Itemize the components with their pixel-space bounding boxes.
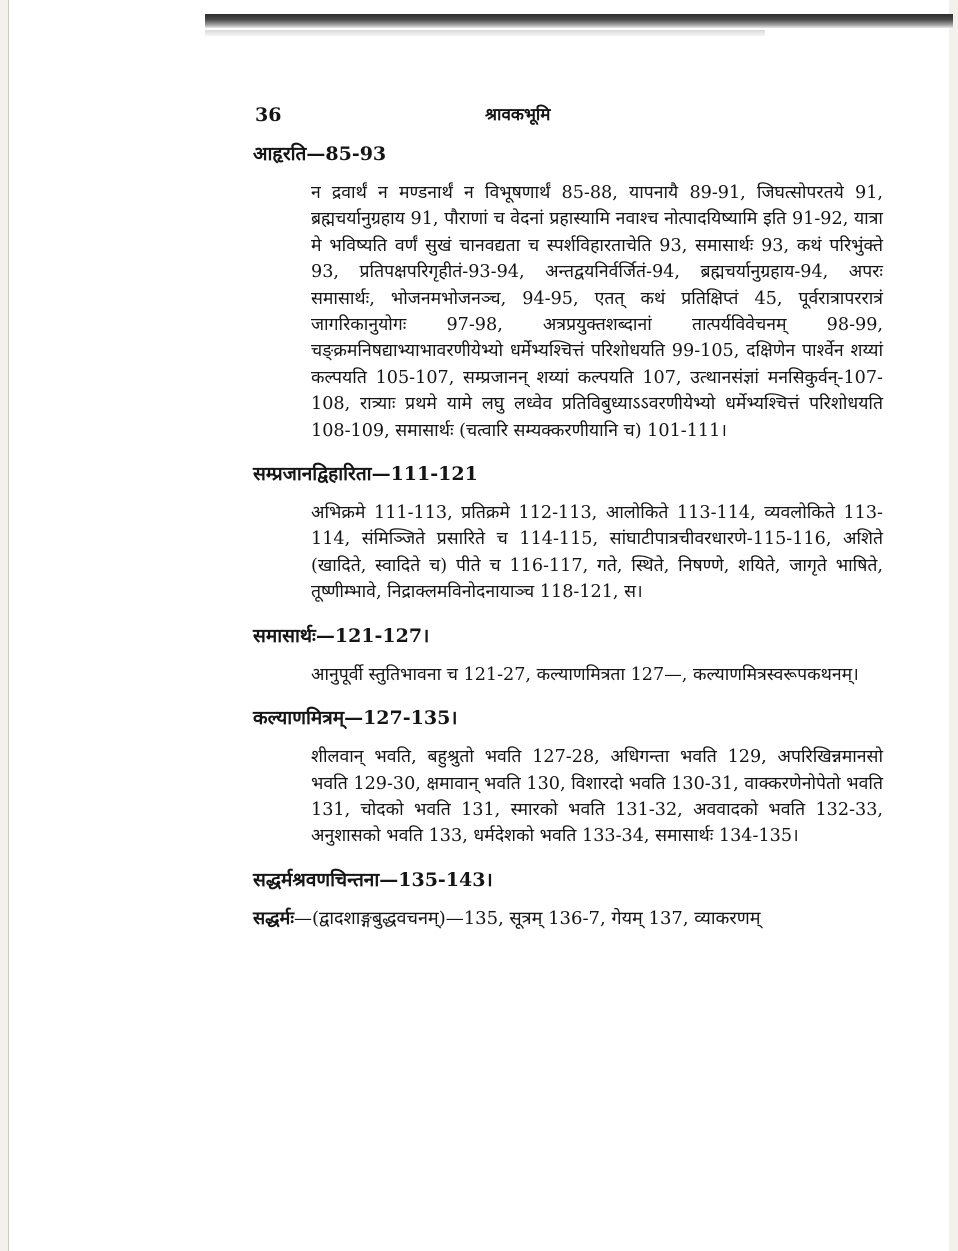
page-number: 36 [255,104,282,126]
section-heading-aharati: आहृरति—85-93 [253,143,387,165]
section-body-samasartha: आनुपूर्वी स्तुतिभावना च 121-27, कल्याणमित्रता 127—, कल्याणमित्रस्वरूपकथनम्। [311,664,859,685]
scan-shadow-top [205,14,953,28]
section-heading-samasartha: समासार्थः—121-127। [253,624,430,647]
section-heading-samprajana: सम्प्रजानद्विहारिता—111-121 [253,463,478,486]
saddharma-term: सद्धर्मः [253,907,294,929]
document-page [8,0,949,1251]
page-content [253,140,883,930]
section-body-samprajana: अभिक्रमे 111-113, प्रतिक्रमे 112-113, आलोकिते 113-114, व्यवलोकिते 113-114, संमिञ्जिते प्रसारिते च 114-115, सांघाटीपात्रचीवरधारणे-115-116, अशिते (खादिते, स्वादिते च) पीते च 116-117, गते, स्थिते, निषण्णे, शयिते, जागृते भाषिते, तूष्णीम्भावे, निद्राक्लमविनोदनायाञ्च 118-121, स। [311,503,883,603]
section-body-aharati: न द्रवार्थं न मण्डनार्थं न विभूषणार्थं 85-88, यापनायै 89-91, जिघत्सोपरतये 91, ब्रह्मचर्यानुग्रहाय 91, पौराणां च वेदनां प्रहास्यामि नवाश्च नोत्पादयिष्यामि इति 91-92, यात्रा मे भविष्यति वर्णं सुखं चानवद्यता च स्पर्शविहारताचेति 93, समासार्थः 93, कथं परिभुंक्ते 93, प्रतिपक्षपरिगृहीतं-93-94, अन्तद्वयनिर्वर्जितं-94, ब्रह्मचर्यानुग्रहाय-94, अपरः समासार्थः, भोजनमभोजनञ्च, 94-95, एतत् कथं प्रतिक्षिप्तं 45, पूर्वरात्रापररात्रं जागरिकानुयोगः 97-98, अत्रप्रयुक्तशब्दानां तात्पर्यविवेचनम् 98-99, चङ्क्रमनिषद्याभ्याभावरणीयेभ्यो धर्मेभ्यश्चित्तं परिशोधयति 99-105, दक्षिणेन पार्श्वेन शय्यां कल्पयति 105-107, सम्प्रजानन् शय्यां कल्पयति 107, उत्थानसंज्ञां मनसिकुर्वन्-107-108, रात्र्याः प्रथमे यामे लघु लध्वेव प्रतिविबुध्याऽऽवरणीयेभ्यो धर्मेभ्यश्चित्तं परिशोधयति 108-109, समासार्थः (चत्वारि सम्यक्करणीयानि च) 101-111। [311,183,883,441]
section-body-kalyanamitra: शीलवान् भवति, बहुश्रुतो भवति 127-28, अधिगन्ता भवति 129, अपरिखिन्नमानसो भवति 129-30, क्षमावान् भवति 130, विशारदो भवति 130-31, वाक्करणेनोपेतो भवति 131, चोदको भवति 131, स्मारको भवति 131-32, अववादको भवति 132-33, अनुशासको भवति 133, धर्मदेशको भवति 133-34, समासार्थः 134-135। [311,747,883,847]
running-title: श्रावकभूमि [485,105,551,125]
saddharma-text: —(द्वादशाङ्गबुद्धवचनम्)—135, सूत्रम् 136-7, गेयम् 137, व्याकरणम् [293,907,761,929]
saddharma-line [253,906,883,930]
section-heading-kalyanamitra: कल्याणमित्रम्—127-135। [253,707,458,730]
scan-shadow-fade [205,30,765,36]
section-heading-saddharma-shravana: सद्धर्मश्रवणचिन्तना—135-143। [253,868,493,891]
